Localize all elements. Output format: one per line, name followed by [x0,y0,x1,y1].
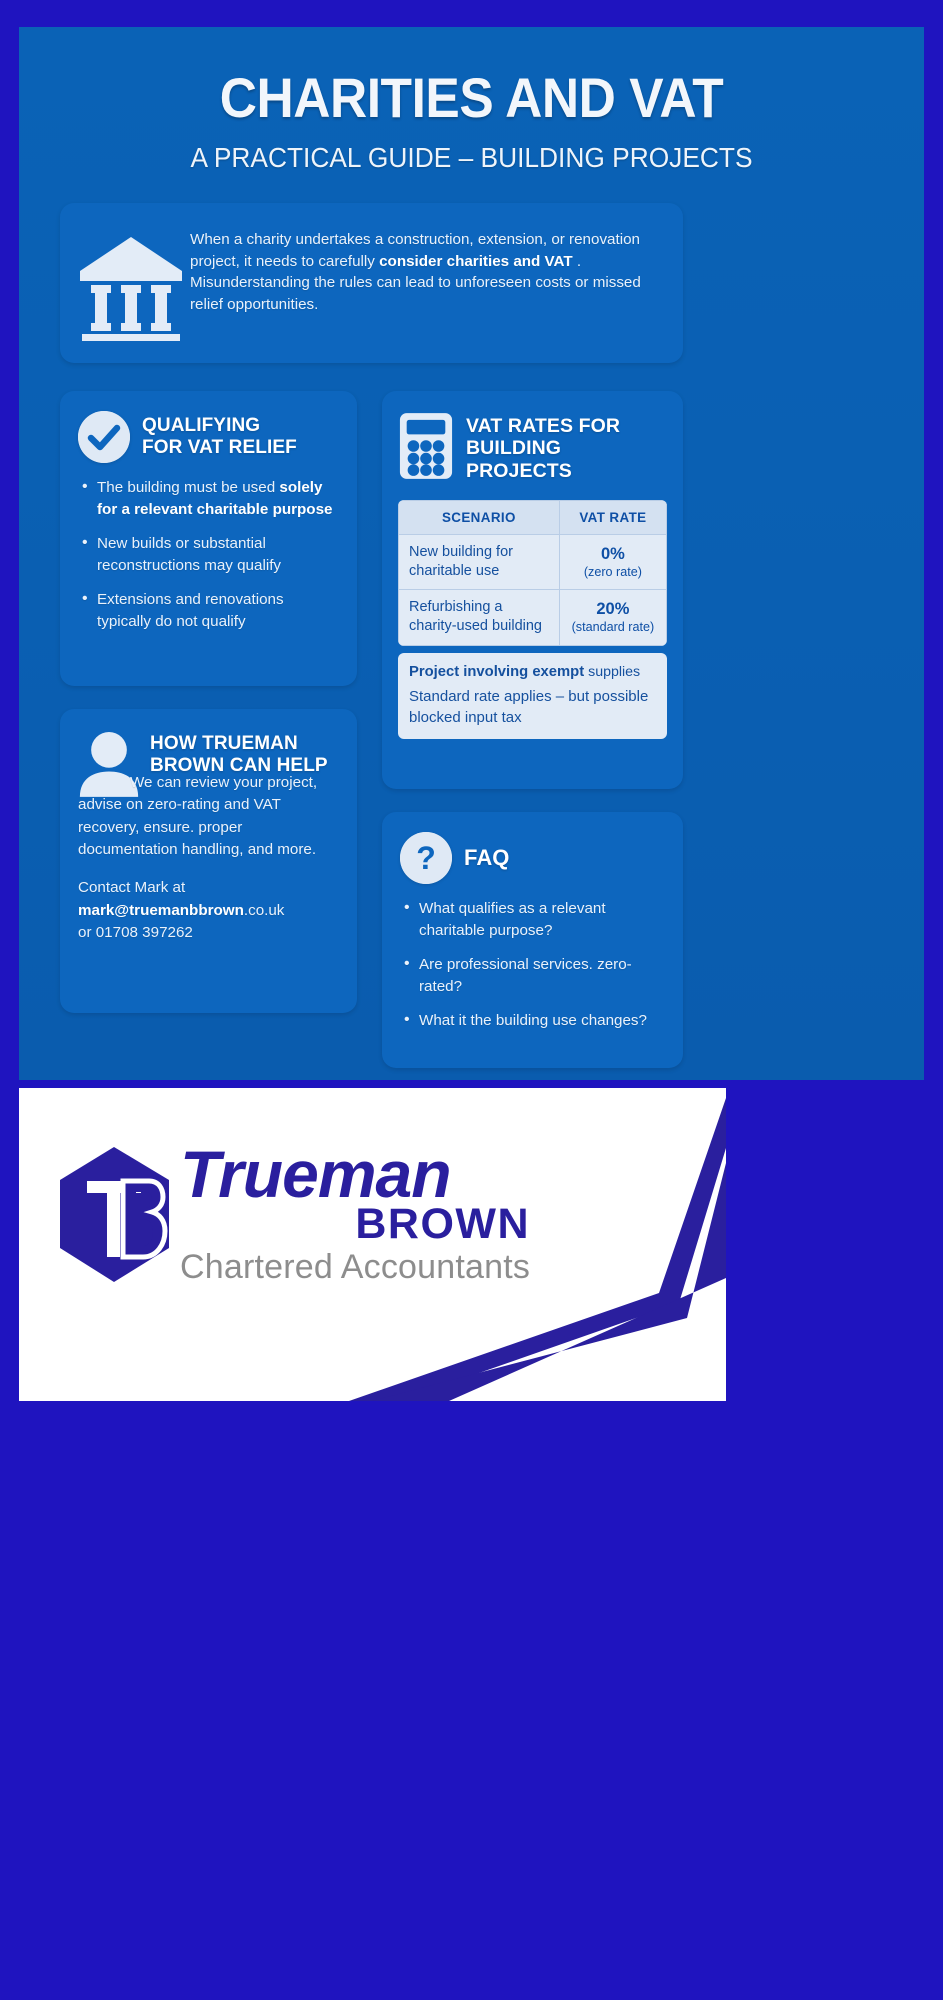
how-we-help-body-text: We can review your project, advise on zero-rating and VAT recovery, ensure. proper documentation handling, and more. [78,774,318,859]
logo-word-brown: BROWN [355,1199,531,1248]
table-header-row [399,501,667,535]
vat-rates-table [398,500,667,646]
note-title-bold: Project involving exempt [409,663,585,680]
vat-rates-header [398,411,667,486]
cell-vat-rate [559,590,666,645]
logo-word-trueman: Trueman [180,1137,451,1211]
vat-rates-title-line3: PROJECTS [466,459,572,482]
how-we-help-title [150,729,328,777]
bullet-text: Extensions and renovations typically do not qualify [97,591,284,630]
main-panel [19,27,924,1080]
intro-text [190,221,665,315]
intro-text-after: . Misunderstanding the rules can lead to unforeseen costs or missed relief opportunities. [190,252,641,313]
list-item: • What it the building use changes? [419,1010,665,1032]
qualifying-title-line1: QUALIFYING [142,414,261,436]
faq-list [400,898,665,1032]
note-title-rest: supplies [584,663,641,680]
contact-phone[interactable]: or 01708 397262 [78,924,193,942]
contact-email[interactable] [78,900,339,922]
intro-text-bold: consider charities and VAT [379,252,573,270]
column-header-vat-rate: VAT RATE [559,501,666,535]
list-item: • What qualifies as a relevant charitable purpose? [419,898,665,941]
how-we-help-card [60,709,357,1013]
vat-rates-card [382,391,683,789]
qualifying-header [78,411,339,463]
header [19,27,924,174]
bank-building-icon [78,221,184,346]
contact-email-rest: .co.uk [243,901,285,919]
faq-title: FAQ [464,845,510,871]
logo-wordmark [180,1137,531,1287]
vat-rates-title-line2: BUILDING [466,437,562,460]
tb-monogram-icon [57,1145,172,1285]
question-mark-circle-icon [400,832,452,884]
cell-scenario: Refurbishing a charity-used building [399,590,560,645]
vat-rate-sub: (zero rate) [583,564,642,579]
cell-scenario: New building for charitable use [399,535,560,590]
contact-block [78,877,339,944]
vat-rate-pct: 0% [600,544,625,563]
how-we-help-title-line1: HOW TRUEMAN [150,733,298,754]
logo-block [19,1088,726,1401]
faq-header [400,832,665,884]
svg-text:?: ? [416,840,436,876]
qualifying-bullet-list [78,477,339,632]
exempt-supplies-note [398,653,667,739]
how-we-help-title-line2: BROWN CAN HELP [150,755,328,777]
list-item [97,477,339,520]
calculator-icon [398,411,454,486]
list-item: • Are professional services. zero-rated? [419,954,665,997]
table-row [399,535,667,590]
logo [57,1137,531,1287]
contact-line-1: Contact Mark at [78,879,186,897]
qualifying-title-line2: FOR VAT RELIEF [142,437,297,458]
bullet-text: The building must be used [97,479,280,496]
vat-rate-pct: 20% [596,600,630,619]
vat-rate-sub: (standard rate) [571,619,655,634]
intro-text-before: When a charity undertakes a construction, extension, or renovation project, it needs to carefully [190,231,640,270]
vat-rates-title-line1: VAT RATES FOR [466,414,621,437]
cell-vat-rate [559,535,666,590]
note-title [409,662,656,683]
column-header-scenario: SCENARIO [399,501,560,535]
bullet-text-bold: solely for a relevant charitable purpose [97,479,333,518]
list-item [97,533,339,576]
list-item [97,589,339,632]
qualifying-title [142,415,297,459]
logo-word-chartered-accountants: Chartered Accountants [180,1247,531,1286]
note-body: Standard rate applies – but possible blocked input tax [409,688,649,726]
contact-email-bold: mark@truemanbbrown [78,901,244,919]
page-subtitle: A PRACTICAL GUIDE – BUILDING PROJECTS [190,142,753,174]
table-row [399,590,667,645]
qualifying-card [60,391,357,686]
faq-card [382,812,683,1068]
page-title: CHARITIES AND VAT [219,66,724,129]
check-circle-icon [78,411,130,463]
intro-card [60,203,683,363]
vat-rates-title [466,415,620,483]
bullet-text: New builds or substantial reconstructions may qualify [97,535,282,574]
